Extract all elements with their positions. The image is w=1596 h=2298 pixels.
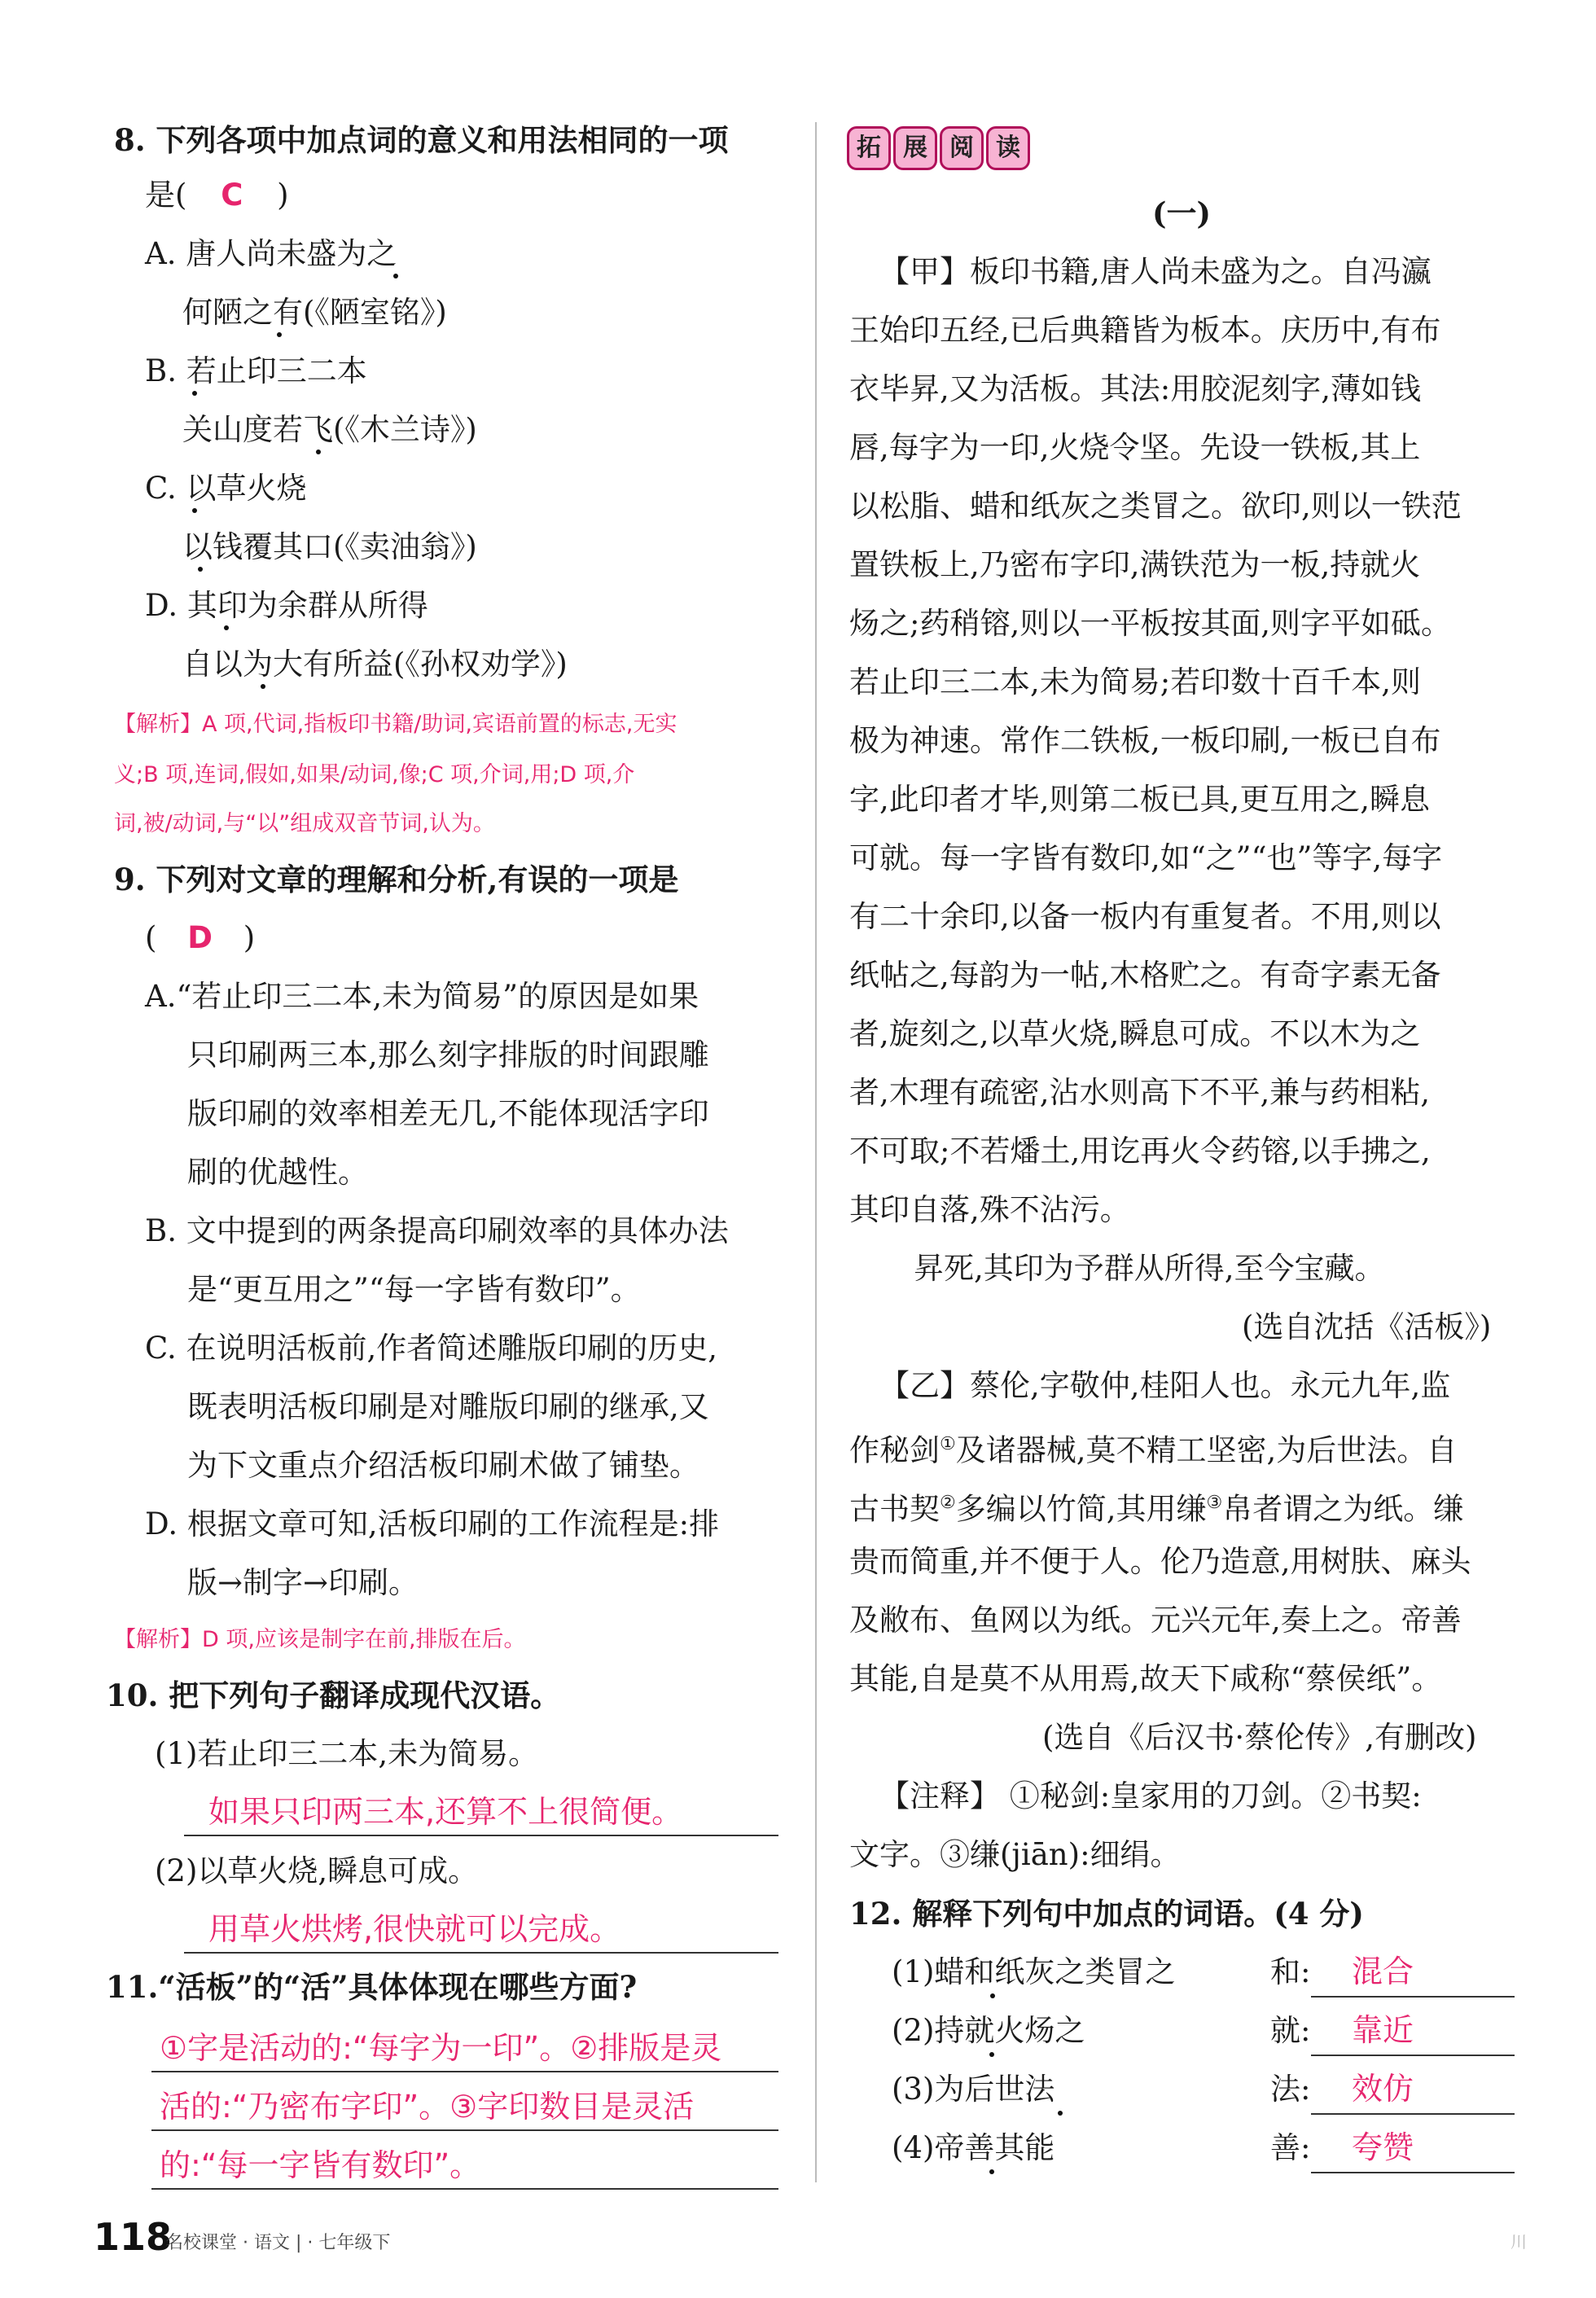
q12-answer-underline — [1311, 1996, 1515, 1998]
passage-yi-source: (选自《后汉书·蔡伦传》,有删改) — [1042, 1720, 1477, 1755]
q9-answer: D — [187, 920, 213, 955]
q12-item-word: 善: — [1270, 2130, 1311, 2165]
emphasis-dot — [224, 625, 229, 630]
passage-jia-line: 【甲】板印书籍,唐人尚未盛为之。自冯瀛 — [879, 254, 1432, 289]
q10-sentence-1: (1)若止印三二本,未为简易。 — [155, 1736, 539, 1771]
q12-item-sentence: (3)为后世法 — [892, 2072, 1055, 2107]
passage-jia-line: 王始印五经,已后典籍皆为板本。庆历中,有布 — [849, 313, 1441, 348]
passage-yi-line: 其能,自是莫不从用焉,故天下咸称“蔡侯纸”。 — [849, 1661, 1442, 1696]
q8-option-d-line1: D. 其印为余群从所得 — [145, 588, 428, 623]
q10-answer-1-underline — [184, 1835, 778, 1836]
q12-item-word: 法: — [1270, 2072, 1311, 2107]
page-number: 118 — [94, 2215, 173, 2259]
footnote-mark: ① — [940, 1434, 956, 1454]
q10-sentence-2: (2)以草火烧,瞬息可成。 — [155, 1853, 479, 1888]
q9-option-c-line1: C. 在说明活板前,作者简述雕版印刷的历史, — [145, 1331, 718, 1366]
q9-option-d-line1: D. 根据文章可知,活板印刷的工作流程是:排 — [145, 1506, 720, 1542]
q12-item-sentence: (2)持就火炀之 — [892, 2013, 1085, 2048]
passage-jia-line: 字,此印者才毕,则第二板已具,更互用之,瞬息 — [849, 782, 1431, 817]
q9-option-c-line2: 既表明活板印刷是对雕版印刷的继承,又 — [187, 1389, 709, 1424]
badge-char: 阅 — [940, 126, 984, 170]
passage-yi-line: 贵而简重,并不便于人。伦乃造意,用树肤、麻头 — [849, 1544, 1471, 1579]
column-divider — [815, 122, 817, 2182]
footer-text: 名校课堂 · 语文 | · 七年级下 — [165, 2233, 391, 2253]
q9-analysis: 【解析】D 项,应该是制字在前,排版在后。 — [114, 1627, 526, 1652]
passage-jia-line: 者,木理有疏密,沾水则高下不平,兼与药相粘, — [849, 1075, 1431, 1110]
passage-yi-line: 【乙】蔡伦,字敬仲,桂阳人也。永元九年,监 — [879, 1368, 1451, 1403]
q8-answer: C — [221, 178, 243, 213]
q12-item-word: 和: — [1270, 1954, 1311, 1989]
emphasis-dot — [990, 1993, 995, 1998]
extended-reading-badge — [847, 122, 1033, 171]
q9-option-c-line3: 为下文重点介绍活板印刷术做了铺垫。 — [187, 1448, 699, 1483]
passage-jia-line: 衣毕昇,又为活板。其法:用胶泥刻字,薄如钱 — [849, 371, 1421, 406]
passage-jia-source: (选自沈括《活板》) — [1242, 1309, 1492, 1344]
footnote-mark: ② — [940, 1493, 956, 1513]
badge-char: 展 — [893, 126, 937, 170]
q8-analysis-line2: 义;B 项,连词,假如,如果/动词,像;C 项,介词,用;D 项,介 — [114, 762, 635, 787]
q12-item-word: 就: — [1270, 2013, 1311, 2048]
q11-answer-line3: 的:“每一字皆有数印”。 — [160, 2147, 481, 2183]
passage-jia-line: 炀之;药稍镕,则以一平板按其面,则字平如砥。 — [849, 606, 1451, 641]
badge-char: 读 — [986, 126, 1030, 170]
q10-answer-2-underline — [184, 1952, 778, 1954]
q9-option-b-line2: 是“更互用之”“每一字皆有数印”。 — [187, 1272, 641, 1307]
passage-jia-line: 纸帖之,每韵为一帖,木格贮之。有奇字素无备 — [849, 958, 1441, 993]
q8-analysis-line3: 词,被/动词,与“以”组成双音节词,认为。 — [114, 811, 495, 836]
passage-jia-line: 唇,每字为一印,火烧令坚。先设一铁板,其上 — [849, 430, 1421, 465]
passage-jia-line: 极为神速。常作二铁板,一板印刷,一板已自布 — [849, 723, 1441, 758]
q11-underline-1 — [151, 2071, 778, 2072]
q9-option-a-line4: 刷的优越性。 — [187, 1155, 368, 1190]
notes-line2: 文字。③缣(jiān):细绢。 — [849, 1837, 1181, 1872]
passage-yi-line: 及敝布、鱼网以为纸。元兴元年,奏上之。帝善 — [849, 1603, 1462, 1638]
q12-item-sentence: (4)帝善其能 — [892, 2130, 1055, 2165]
emphasis-dot — [192, 508, 197, 513]
q9-option-d-line2: 版→制字→印刷。 — [187, 1565, 419, 1600]
q8-stem-line1: 8. 下列各项中加点词的意义和用法相同的一项 — [114, 122, 729, 158]
q10-stem: 10. 把下列句子翻译成现代汉语。 — [106, 1677, 561, 1713]
q10-answer-1: 如果只印两三本,还算不上很简便。 — [208, 1794, 683, 1830]
q9-option-a-line1: A.“若止印三二本,未为简易”的原因是如果 — [145, 979, 699, 1014]
q8-analysis-line1: 【解析】A 项,代词,指板印书籍/助词,宾语前置的标志,无实 — [114, 712, 677, 737]
q12-item-answer: 夸赞 — [1352, 2129, 1414, 2165]
passage-jia-last-line: 昇死,其印为予群从所得,至今宝藏。 — [914, 1251, 1385, 1286]
q11-underline-3 — [151, 2188, 778, 2190]
passage-jia-line: 有二十余印,以备一板内有重复者。不用,则以 — [849, 899, 1441, 934]
q8-option-a-line2: 何陋之有(《陋室铭》) — [182, 295, 447, 330]
corner-mark: 川 — [1510, 2232, 1527, 2252]
passage-jia-line: 可就。每一字皆有数印,如“之”“也”等字,每字 — [849, 840, 1443, 875]
passage-jia-line: 若止印三二本,未为简易;若印数十百千本,则 — [849, 664, 1421, 699]
q11-answer-line2: 活的:“乃密布字印”。③字印数目是灵活 — [160, 2089, 695, 2125]
q8-option-b-line2: 关山度若飞(《木兰诗》) — [182, 412, 477, 447]
passage-jia-line: 置铁板上,乃密布字印,满铁范为一板,持就火 — [849, 547, 1421, 582]
q9-stem-line2: ( D ) — [145, 920, 256, 955]
q8-option-d-line2: 自以为大有所益(《孙权劝学》) — [182, 647, 568, 682]
emphasis-dot — [192, 391, 197, 396]
q8-option-c-line1: C. 以草火烧 — [145, 471, 307, 506]
q12-answer-underline — [1311, 2055, 1515, 2056]
badge-char: 拓 — [847, 126, 891, 170]
q9-option-b-line1: B. 文中提到的两条提高印刷效率的具体办法 — [145, 1213, 729, 1248]
q12-item-answer: 混合 — [1352, 1954, 1414, 1989]
emphasis-dot — [989, 2052, 994, 2057]
passage-jia-line: 以松脂、蜡和纸灰之类冒之。欲印,则以一铁范 — [849, 489, 1462, 524]
q8-option-c-line2: 以钱覆其口(《卖油翁》) — [182, 529, 477, 564]
q9-stem-line1: 9. 下列对文章的理解和分析,有误的一项是 — [114, 862, 679, 897]
emphasis-dot — [316, 450, 321, 454]
passage-jia-line: 者,旋刻之,以草火烧,瞬息可成。不以木为之 — [849, 1016, 1421, 1051]
q12-answer-underline — [1311, 2113, 1515, 2115]
q8-option-a-line1: A. 唐人尚未盛为之 — [145, 236, 397, 271]
q12-stem: 12. 解释下列句中加点的词语。(4 分) — [849, 1896, 1364, 1932]
footnote-mark: ③ — [1206, 1493, 1223, 1513]
emphasis-dot — [198, 567, 203, 572]
q12-item-answer: 效仿 — [1352, 2071, 1414, 2107]
q11-stem: 11.“活板”的“活”具体体现在哪些方面? — [106, 1969, 638, 2005]
q10-answer-2: 用草火烘烤,很快就可以完成。 — [208, 1911, 621, 1947]
q9-option-a-line3: 版印刷的效率相差无几,不能体现活字印 — [187, 1096, 709, 1131]
emphasis-dot — [261, 684, 265, 689]
passage-jia-line: 不可取;不若燔土,用讫再火令药镕,以手拂之, — [849, 1134, 1431, 1169]
q12-answer-underline — [1311, 2172, 1515, 2173]
q11-answer-line1: ①字是活动的:“每字为一印”。②排版是灵 — [160, 2030, 722, 2066]
passage-yi-line: 古书契②多编以竹简,其用缣③帛者谓之为纸。缣 — [849, 1491, 1464, 1527]
section-title: (一) — [1152, 195, 1212, 231]
emphasis-dot — [393, 274, 398, 278]
q9-option-a-line2: 只印刷两三本,那么刻字排版的时间跟雕 — [187, 1037, 709, 1072]
q8-option-b-line1: B. 若止印三二本 — [145, 353, 367, 388]
notes-line1: 【注释】 ①秘剑:皇家用的刀剑。②书契: — [879, 1778, 1422, 1813]
emphasis-dot — [1058, 2111, 1063, 2116]
q12-item-sentence: (1)蜡和纸灰之类冒之 — [892, 1954, 1176, 1989]
q12-item-answer: 靠近 — [1352, 2012, 1414, 2048]
emphasis-dot — [989, 2169, 994, 2174]
q11-underline-2 — [151, 2129, 778, 2131]
passage-yi-line: 作秘剑①及诸器械,莫不精工坚密,为后世法。自 — [849, 1432, 1458, 1468]
q8-stem-line2: 是( C ) — [145, 178, 289, 213]
emphasis-dot — [277, 332, 282, 337]
passage-jia-line: 其印自落,殊不沾污。 — [849, 1192, 1130, 1227]
